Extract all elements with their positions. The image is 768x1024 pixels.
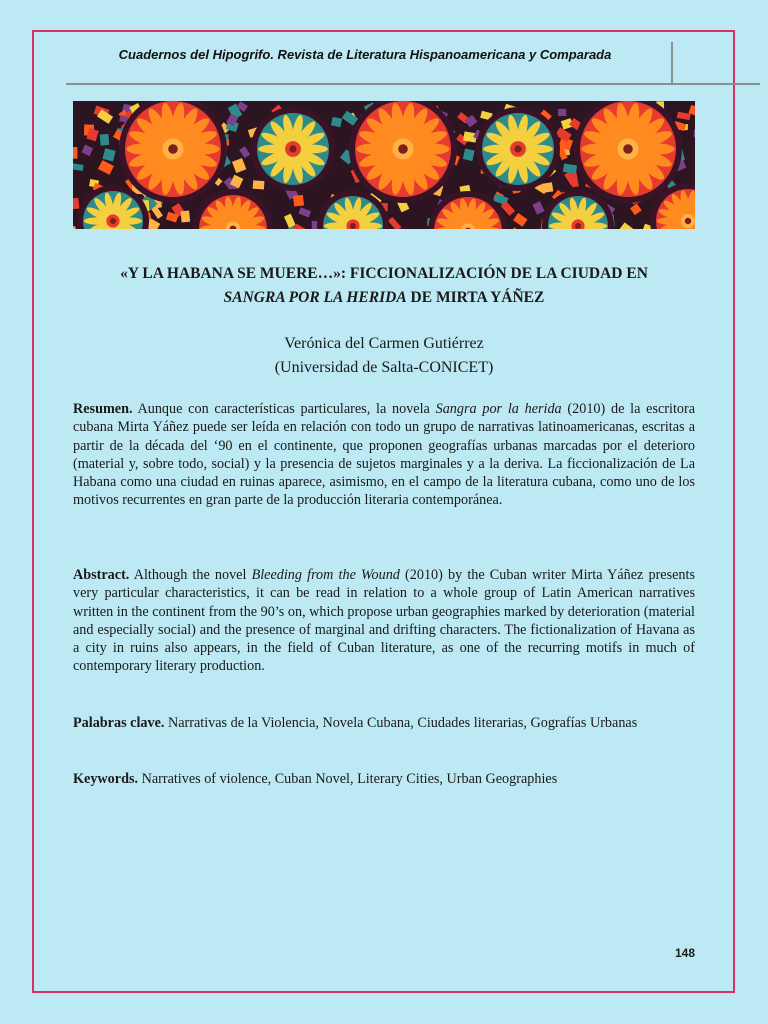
abstract-label: Abstract. [73,567,130,583]
resumen-text-1: Aunque con características particulares, la novela [132,401,436,417]
author-name: Verónica del Carmen Gutiérrez [284,335,484,352]
palabras-clave-paragraph [73,714,695,732]
banner-image [73,101,695,229]
author-affiliation: (Universidad de Salta-CONICET) [274,359,494,376]
abstract-italic: Bleeding from the Wound [251,567,400,583]
abstract-paragraph [73,566,695,676]
resumen-label: Resumen. [73,401,133,417]
journal-header: Cuadernos del Hipogrifo. Revista de Literatura Hispanoamericana y Comparada [118,47,612,62]
title-line-2 [73,286,695,310]
abstract-text-1: Although the novel [129,567,252,583]
keywords-paragraph [73,770,695,788]
resumen-italic: Sangra por la herida [435,401,562,417]
resumen-paragraph [73,400,695,510]
abstract-text-2: (2010) by the Cuban writer Mirta Yáñez presents very particular characteristics, it can be read in relation to a whole group of Latin American narratives written in the continent from the 90’s on, which propose urban geographies marked by deterioration (material and especially social) and the presence of marginal and drifting characters. The fictionalization of Havana as a city in ruins also appears, in the field of Cuban literature, as one of the recurring motifs in much of contemporary literary production. [73,567,695,675]
article-title [73,262,695,310]
keywords-text: Narratives of violence, Cuban Novel, Literary Cities, Urban Geographies [138,771,558,787]
palabras-label: Palabras clave. [73,715,165,731]
title-line-1: «Y LA HABANA SE MUERE…»: FICCIONALIZACIÓN DE LA CIUDAD EN [120,265,648,282]
keywords-label: Keywords. [73,771,139,787]
author-block [73,332,695,380]
palabras-text: Narrativas de la Violencia, Novela Cubana, Ciudades literarias, Gografías Urbanas [164,715,638,731]
page-number: 148 [674,946,695,960]
title-rest: DE MIRTA YÁÑEZ [406,289,545,306]
resumen-text-2: (2010) de la escritora cubana Mirta Yáñez puede ser leída en relación con todo un grupo de narrativas latinoamericanas, escritas a partir de la década del ‘90 en el continente, que proponen geografías urbanas marcadas por el deterioro (material y, sobre todo, social) y la presencia de sujetos marginales y a la deriva. La ficcionalización de La Habana como una ciudad en ruinas aparece, asimismo, en el campo de la literatura cubana, como uno de los motivos recurrentes en gran parte de la producción literaria contemporánea. [73,401,695,509]
header-divider [66,83,760,85]
title-italic-work: SANGRA POR LA HERIDA [223,289,407,306]
header-vertical-divider [671,42,673,84]
mosaic-pattern-icon [73,101,695,229]
